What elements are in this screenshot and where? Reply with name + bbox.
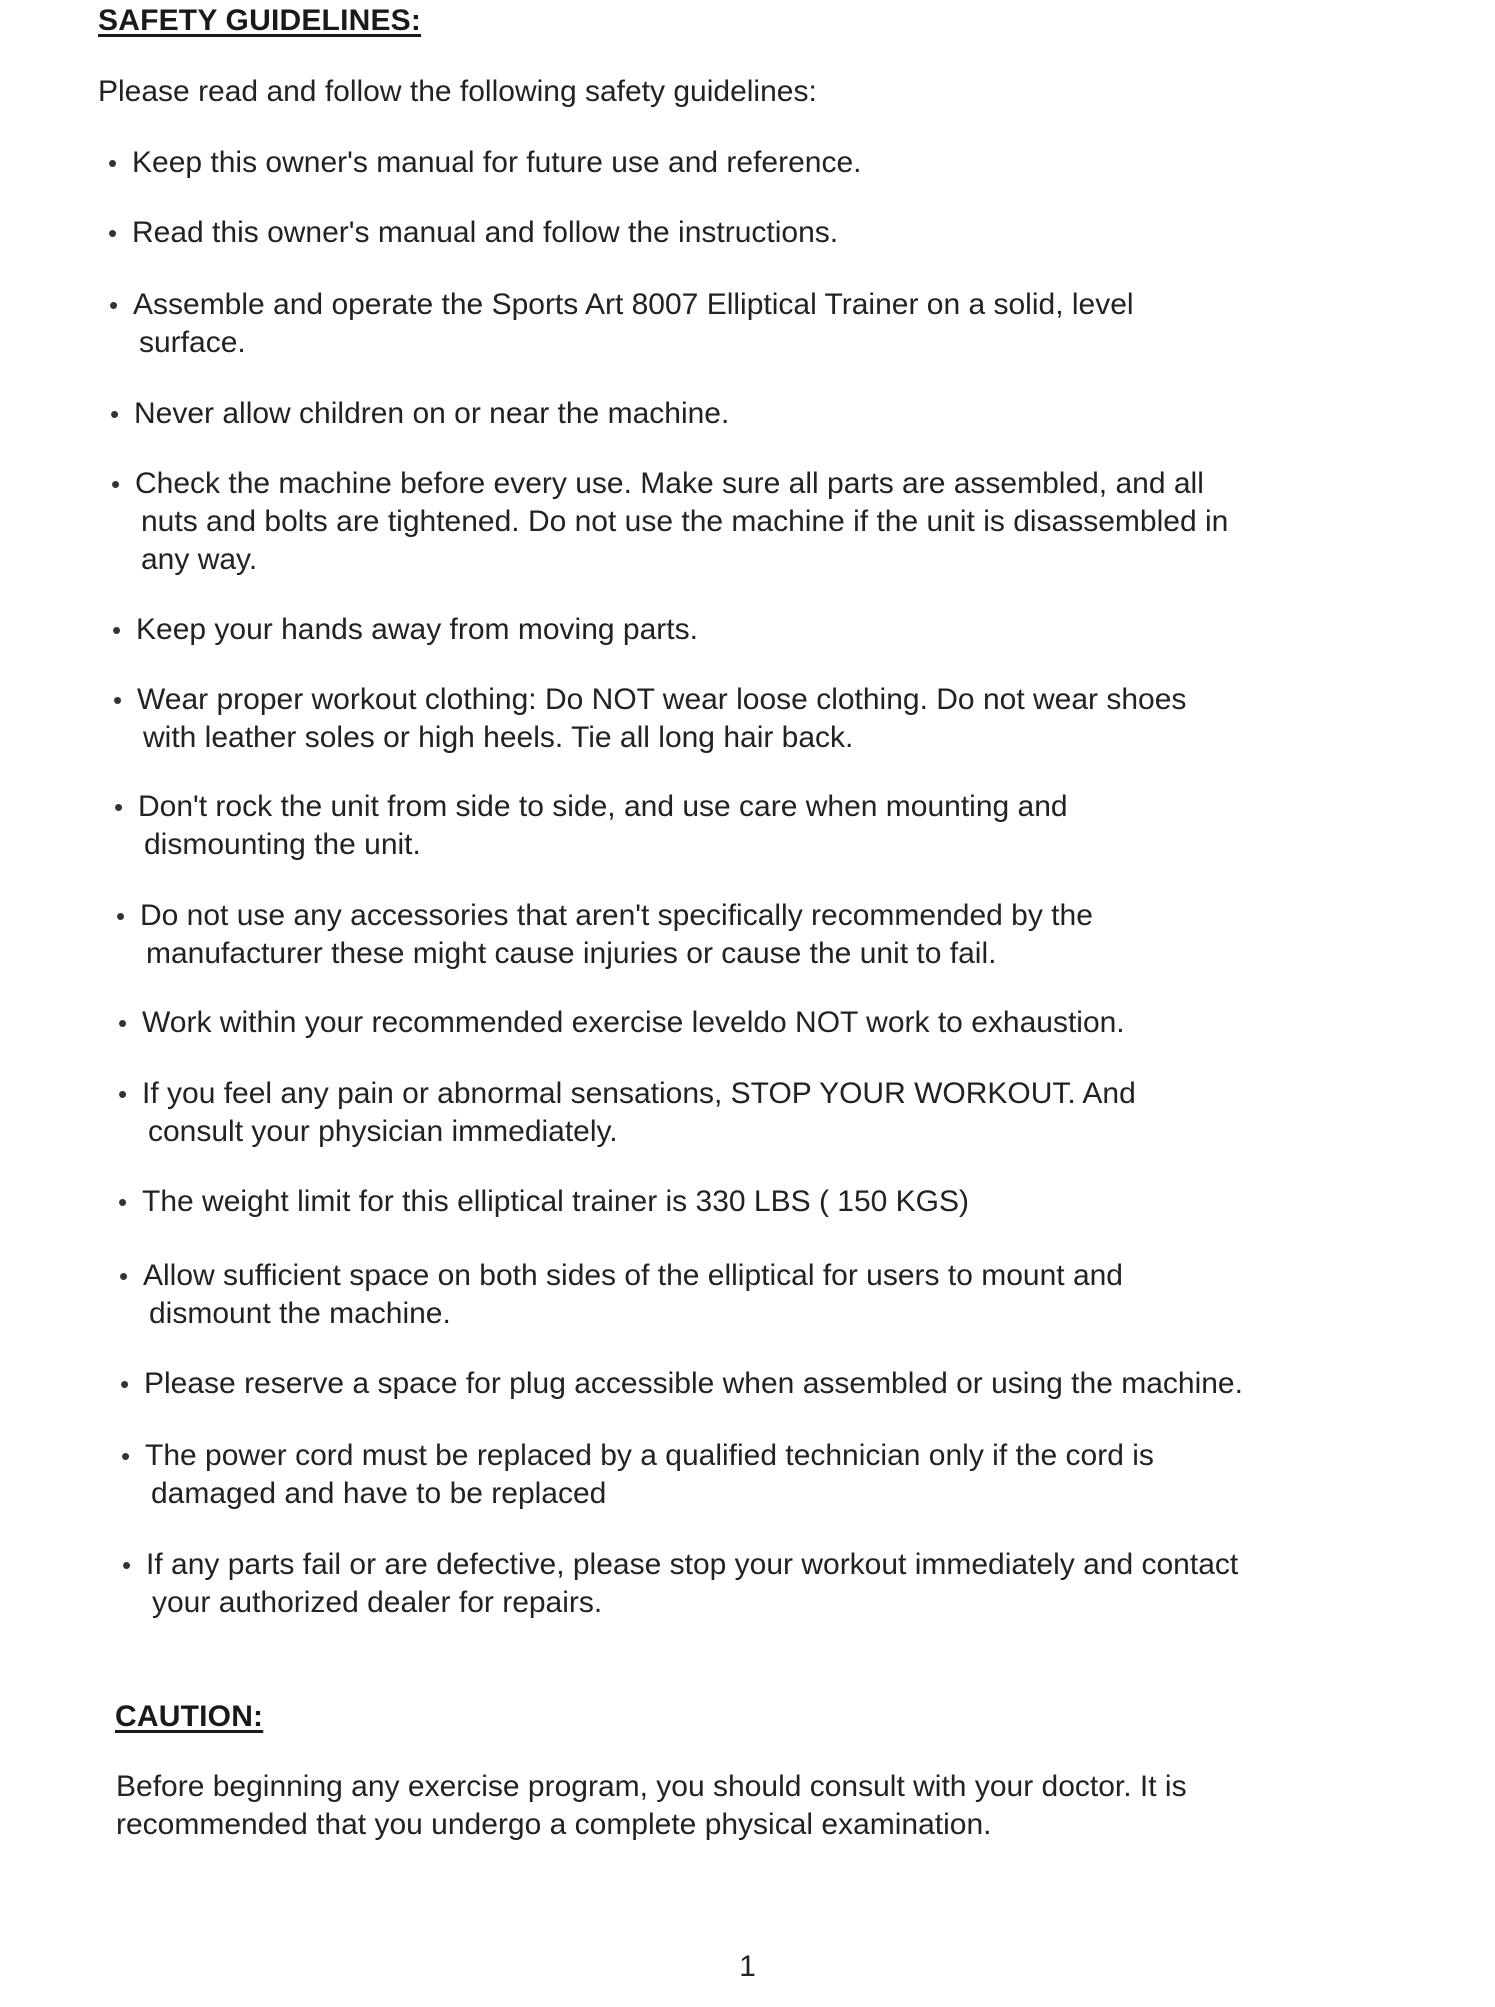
guideline-item	[114, 788, 1068, 864]
guideline-item	[119, 1257, 1123, 1333]
guideline-item	[121, 1437, 1154, 1513]
guideline-line: Do not use any accessories that aren't specifically recommended by the	[140, 899, 1093, 932]
guideline-item	[122, 1546, 1239, 1622]
guideline-item	[108, 214, 839, 252]
guideline-line: your authorized dealer for repairs.	[152, 1586, 603, 1619]
safety-guidelines-heading: SAFETY GUIDELINES:	[98, 4, 422, 37]
guideline-item	[120, 1365, 1243, 1403]
guideline-line: Please reserve a space for plug accessible when assembled or using the machine.	[144, 1367, 1243, 1400]
guideline-line: with leather soles or high heels. Tie all long hair back.	[143, 721, 854, 754]
bullet-icon: •	[119, 1261, 129, 1291]
caution-line: recommended that you undergo a complete physical examination.	[116, 1808, 992, 1841]
bullet-icon: •	[118, 1187, 128, 1217]
bullet-icon: •	[108, 148, 118, 178]
guideline-line: Work within your recommended exercise leveldo NOT work to exhaustion.	[142, 1006, 1125, 1039]
bullet-icon: •	[111, 469, 121, 499]
guideline-line: Check the machine before every use. Make sure all parts are assembled, and all	[135, 467, 1204, 500]
guideline-line: nuts and bolts are tightened. Do not use the machine if the unit is disassembled in	[141, 505, 1229, 538]
bullet-icon: •	[112, 615, 122, 645]
guideline-line: consult your physician immediately.	[148, 1115, 618, 1148]
bullet-icon: •	[116, 901, 126, 931]
guideline-line: The power cord must be replaced by a qualified technician only if the cord is	[145, 1439, 1154, 1472]
guideline-item	[112, 611, 698, 649]
guideline-line: The weight limit for this elliptical trainer is 330 LBS ( 150 KGS)	[142, 1185, 970, 1218]
guideline-item	[113, 681, 1187, 757]
guideline-line: Never allow children on or near the machine.	[134, 397, 730, 430]
page-number: 1	[739, 1950, 756, 1983]
guidelines-intro: Please read and follow the following safety guidelines:	[98, 75, 817, 108]
bullet-icon: •	[118, 1079, 128, 1109]
guideline-line: Keep your hands away from moving parts.	[136, 613, 698, 646]
bullet-icon: •	[118, 1008, 128, 1038]
bullet-icon: •	[121, 1441, 131, 1471]
guideline-line: If any parts fail or are defective, please stop your workout immediately and contact	[146, 1548, 1239, 1581]
bullet-icon: •	[114, 792, 124, 822]
guideline-line: damaged and have to be replaced	[151, 1477, 607, 1510]
guideline-line: Assemble and operate the Sports Art 8007 Elliptical Trainer on a solid, level	[133, 288, 1134, 321]
guideline-item	[109, 286, 1134, 362]
guideline-line: any way.	[141, 543, 258, 576]
guideline-line: Allow sufficient space on both sides of the elliptical for users to mount and	[143, 1259, 1123, 1292]
guideline-item	[110, 395, 730, 433]
guideline-line: Keep this owner's manual for future use and reference.	[132, 146, 862, 179]
guideline-item	[118, 1075, 1136, 1151]
guideline-item	[108, 144, 862, 182]
bullet-icon: •	[109, 290, 119, 320]
caution-heading: CAUTION:	[115, 1700, 264, 1733]
guideline-line: Read this owner's manual and follow the instructions.	[132, 216, 839, 249]
guideline-line: manufacturer these might cause injuries or cause the unit to fail.	[146, 937, 997, 970]
bullet-icon: •	[113, 685, 123, 715]
guideline-line: dismounting the unit.	[144, 828, 421, 861]
bullet-icon: •	[110, 399, 120, 429]
guideline-line: dismount the machine.	[149, 1297, 451, 1330]
guideline-item	[116, 897, 1093, 973]
guideline-item	[118, 1004, 1125, 1042]
caution-body	[116, 1768, 1187, 1844]
guideline-line: If you feel any pain or abnormal sensations, STOP YOUR WORKOUT. And	[142, 1077, 1136, 1110]
guideline-line: surface.	[139, 326, 246, 359]
guideline-line: Wear proper workout clothing: Do NOT wear loose clothing. Do not wear shoes	[137, 683, 1187, 716]
bullet-icon: •	[122, 1550, 132, 1580]
guideline-item	[111, 465, 1229, 579]
guideline-line: Don't rock the unit from side to side, and use care when mounting and	[138, 790, 1068, 823]
caution-line: Before beginning any exercise program, you should consult with your doctor. It is	[116, 1770, 1187, 1803]
bullet-icon: •	[120, 1369, 130, 1399]
bullet-icon: •	[108, 218, 118, 248]
guideline-item	[118, 1183, 970, 1221]
